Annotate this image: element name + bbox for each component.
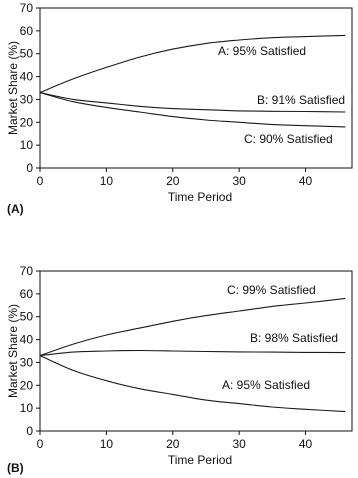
y-ticks-b [20, 264, 40, 438]
x-tick-label-a: 20 [166, 174, 180, 188]
x-ticks-a [37, 168, 313, 188]
series-label-a-0: A: 95% Satisfied [218, 44, 307, 58]
chart-panel-b [6, 264, 352, 475]
x-tick-label-a: 40 [298, 174, 313, 188]
x-tick-label-a: 30 [232, 174, 246, 188]
x-tick-label-b: 0 [36, 437, 44, 451]
panel-label-b: (B) [7, 461, 24, 475]
x-tick-label-b: 40 [298, 437, 313, 451]
series-label-b-0: C: 99% Satisfied [227, 283, 316, 297]
series-label-a-2: C: 90% Satisfied [244, 132, 333, 146]
x-tick-label-b: 20 [166, 437, 180, 451]
y-tick-label-a: 0 [26, 161, 33, 175]
x-tick-label-a: 0 [36, 174, 44, 188]
y-tick-label-a: 20 [19, 115, 33, 130]
y-tick-label-b: 60 [19, 286, 33, 301]
series-line-b-0 [40, 298, 345, 355]
y-tick-label-b: 20 [19, 378, 33, 393]
x-axis-title-a: Time Period [167, 190, 233, 204]
panel-label-a: (A) [7, 202, 24, 216]
x-axis-title-b: Time Period [167, 453, 233, 467]
y-ticks-a [20, 1, 40, 175]
y-tick-label-b: 30 [19, 355, 33, 370]
chart-panel-a [6, 1, 352, 216]
y-tick-label-b: 10 [19, 401, 33, 416]
x-ticks-b [37, 431, 313, 451]
y-tick-label-b: 70 [19, 264, 33, 278]
series-label-b-2: A: 95% Satisfied [222, 378, 311, 392]
series-line-b-1 [40, 351, 345, 356]
y-tick-label-b: 50 [19, 309, 33, 324]
y-axis-title-a: Market Share (%) [6, 40, 20, 136]
y-tick-label-b: 0 [26, 424, 33, 438]
y-tick-label-b: 40 [19, 332, 33, 347]
y-tick-label-a: 10 [19, 138, 33, 153]
y-tick-label-a: 50 [19, 46, 33, 61]
x-tick-label-b: 10 [99, 437, 114, 451]
series-label-b-1: B: 98% Satisfied [250, 331, 339, 345]
y-tick-label-a: 60 [19, 23, 33, 38]
series-curves-b [40, 298, 345, 411]
y-tick-label-a: 70 [19, 1, 33, 15]
y-axis-title-b: Market Share (%) [6, 303, 20, 399]
y-tick-label-a: 30 [19, 92, 33, 107]
series-label-a-1: B: 91% Satisfied [257, 93, 346, 107]
x-tick-label-b: 30 [232, 437, 246, 451]
y-tick-label-a: 40 [19, 69, 33, 84]
x-tick-label-a: 10 [99, 174, 114, 188]
